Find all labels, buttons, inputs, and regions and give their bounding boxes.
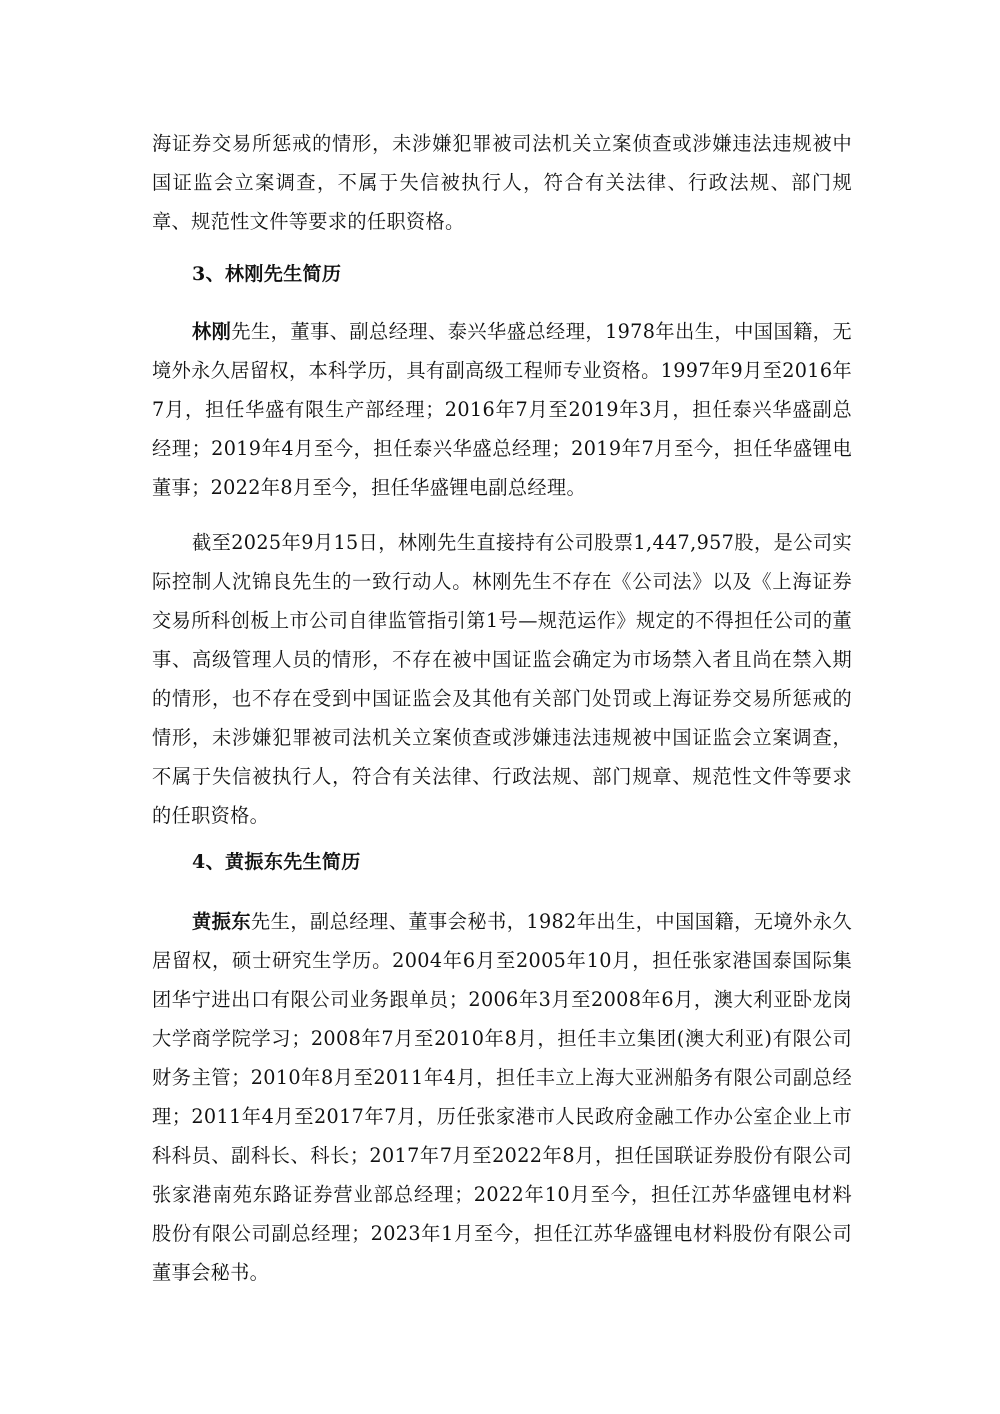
section-3-heading: 3、林刚先生简历 bbox=[192, 263, 342, 285]
person-name: 林刚 bbox=[192, 320, 232, 343]
section-3-holding-paragraph: 截至2025年9月15日，林刚先生直接持有公司股票1,447,957股，是公司实际控制人沈锦良先生的一致行动人。林刚先生不存在《公司法》以及《上海证券交易所科创板上市公司自律监管指引第1号—规范运作》规定的不得担任公司的董事、高级管理人员的情形，不存在被中国证监会确定为市场禁入者且尚在禁入期的情形，也不存在受到中国证监会及其他有关部门处罚或上海证券交易所惩戒的情形，未涉嫌犯罪被司法机关立案侦查或涉嫌违法违规被中国证监会立案调查，不属于失信被执行人，符合有关法律、行政法规、部门规章、规范性文件等要求的任职资格。 bbox=[152, 531, 852, 827]
continuation-paragraph: 海证券交易所惩戒的情形，未涉嫌犯罪被司法机关立案侦查或涉嫌违法违规被中国证监会立案调查，不属于失信被执行人，符合有关法律、行政法规、部门规章、规范性文件等要求的任职资格。 bbox=[152, 132, 852, 233]
section-4-bio-paragraph bbox=[152, 902, 852, 1292]
bio-text: 先生，副总经理、董事会秘书，1982年出生，中国国籍，无境外永久居留权，硕士研究生学历。2004年6月至2005年10月，担任张家港国泰国际集团华宁进出口有限公司业务跟单员；2006年3月至2008年6月，澳大利亚卧龙岗大学商学院学习；2008年7月至2010年8月，担任丰立集团(澳大利亚)有限公司财务主管；2010年8月至2011年4月，担任丰立上海大亚洲船务有限公司副总经理；2011年4月至2017年7月，历任张家港市人民政府金融工作办公室企业上市科科员、副科长、科长；2017年7月至2022年8月，担任国联证券股份有限公司张家港南苑东路证券营业部总经理；2022年10月至今，担任江苏华盛锂电材料股份有限公司副总经理；2023年1月至今，担任江苏华盛锂电材料股份有限公司董事会秘书。 bbox=[152, 910, 852, 1284]
bio-text: 先生，董事、副总经理、泰兴华盛总经理，1978年出生，中国国籍，无境外永久居留权，本科学历，具有副高级工程师专业资格。1997年9月至2016年7月，担任华盛有限生产部经理；2016年7月至2019年3月，担任泰兴华盛副总经理；2019年4月至今，担任泰兴华盛总经理；2019年7月至今，担任华盛锂电董事；2022年8月至今，担任华盛锂电副总经理。 bbox=[152, 320, 852, 499]
section-4-heading: 4、黄振东先生简历 bbox=[192, 851, 361, 873]
person-name: 黄振东 bbox=[192, 910, 252, 933]
section-3-bio-paragraph bbox=[152, 312, 852, 507]
